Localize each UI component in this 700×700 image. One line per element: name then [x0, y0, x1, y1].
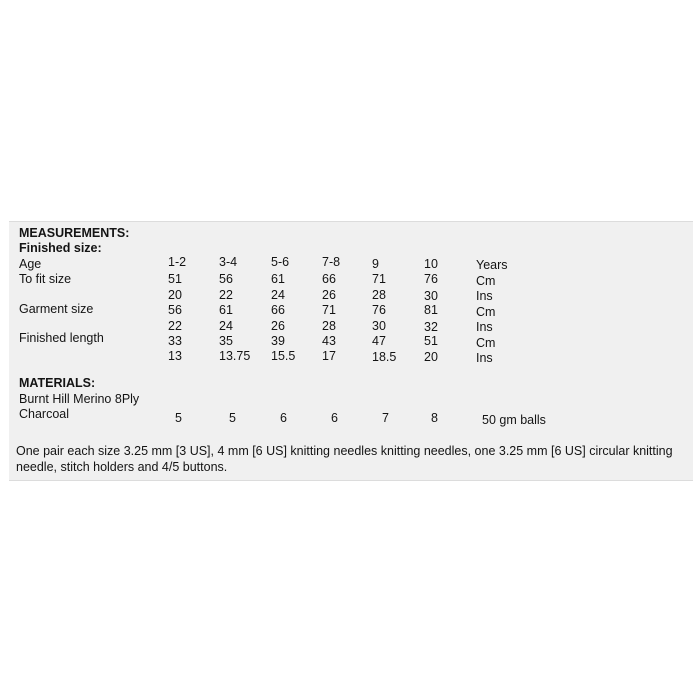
table-cell: 47 — [372, 334, 386, 348]
table-cell: 13.75 — [219, 349, 251, 363]
notes-paragraph: One pair each size 3.25 mm [3 US], 4 mm [6 US] knitting needles knitting needles, one 3.25 mm [6 US] circular knitting needle, stitch holders and 4/5 buttons. — [16, 444, 673, 474]
measurements-heading: MEASUREMENTS: — [19, 226, 130, 240]
table-cell: 26 — [322, 288, 336, 302]
table-cell: 33 — [168, 334, 182, 348]
table-cell: 22 — [168, 319, 182, 333]
table-cell: 20 — [424, 350, 438, 364]
table-cell: 43 — [322, 334, 336, 348]
table-cell: 61 — [271, 272, 285, 286]
table-cell: 30 — [372, 319, 386, 333]
pattern-info-panel — [9, 221, 693, 481]
table-cell: 71 — [322, 303, 336, 317]
yarn-name: Burnt Hill Merino 8Ply — [19, 392, 140, 406]
table-cell: 15.5 — [271, 349, 296, 363]
unit-label: Ins — [476, 289, 493, 303]
table-cell: 7-8 — [322, 255, 341, 269]
unit-label: Years — [476, 258, 508, 272]
table-cell: 1-2 — [168, 255, 187, 269]
materials-heading: MATERIALS: — [19, 376, 96, 390]
yarn-quantity: 5 — [229, 411, 236, 425]
unit-label: Cm — [476, 305, 496, 319]
yarn-quantity: 5 — [175, 411, 182, 425]
table-cell: 81 — [424, 303, 438, 317]
table-cell: 26 — [271, 319, 285, 333]
table-cell: 13 — [168, 349, 182, 363]
table-cell: 17 — [322, 349, 336, 363]
table-cell: 71 — [372, 272, 386, 286]
yarn-colour: Charcoal — [19, 407, 70, 421]
table-cell: 24 — [219, 319, 233, 333]
table-cell: 20 — [168, 288, 182, 302]
table-cell: 3-4 — [219, 255, 238, 269]
table-cell: 56 — [219, 272, 233, 286]
yarn-quantity: 7 — [382, 411, 389, 425]
row-label-finished-length: Finished length — [19, 331, 104, 345]
table-cell: 28 — [372, 288, 386, 302]
table-cell: 32 — [424, 320, 438, 334]
yarn-quantity: 6 — [331, 411, 338, 425]
table-cell: 5-6 — [271, 255, 290, 269]
unit-label: Ins — [476, 320, 493, 334]
table-cell: 18.5 — [372, 350, 397, 364]
row-label-age: Age — [19, 257, 42, 271]
unit-label: Cm — [476, 274, 496, 288]
yarn-unit: 50 gm balls — [482, 413, 546, 427]
yarn-quantity: 8 — [431, 411, 438, 425]
table-cell: 35 — [219, 334, 233, 348]
table-cell: 39 — [271, 334, 285, 348]
table-cell: 51 — [424, 334, 438, 348]
finished-size-subheading: Finished size: — [19, 241, 102, 255]
table-cell: 30 — [424, 289, 438, 303]
row-label-to-fit-size: To fit size — [19, 272, 72, 286]
unit-label: Cm — [476, 336, 496, 350]
table-cell: 10 — [424, 257, 438, 271]
table-cell: 24 — [271, 288, 285, 302]
table-cell: 66 — [271, 303, 285, 317]
table-cell: 76 — [372, 303, 386, 317]
table-cell: 66 — [322, 272, 336, 286]
unit-label: Ins — [476, 351, 493, 365]
row-label-garment-size: Garment size — [19, 302, 94, 316]
table-cell: 51 — [168, 272, 182, 286]
table-cell: 28 — [322, 319, 336, 333]
yarn-quantity: 6 — [280, 411, 287, 425]
table-cell: 9 — [372, 257, 379, 271]
table-cell: 61 — [219, 303, 233, 317]
table-cell: 56 — [168, 303, 182, 317]
table-cell: 76 — [424, 272, 438, 286]
table-cell: 22 — [219, 288, 233, 302]
